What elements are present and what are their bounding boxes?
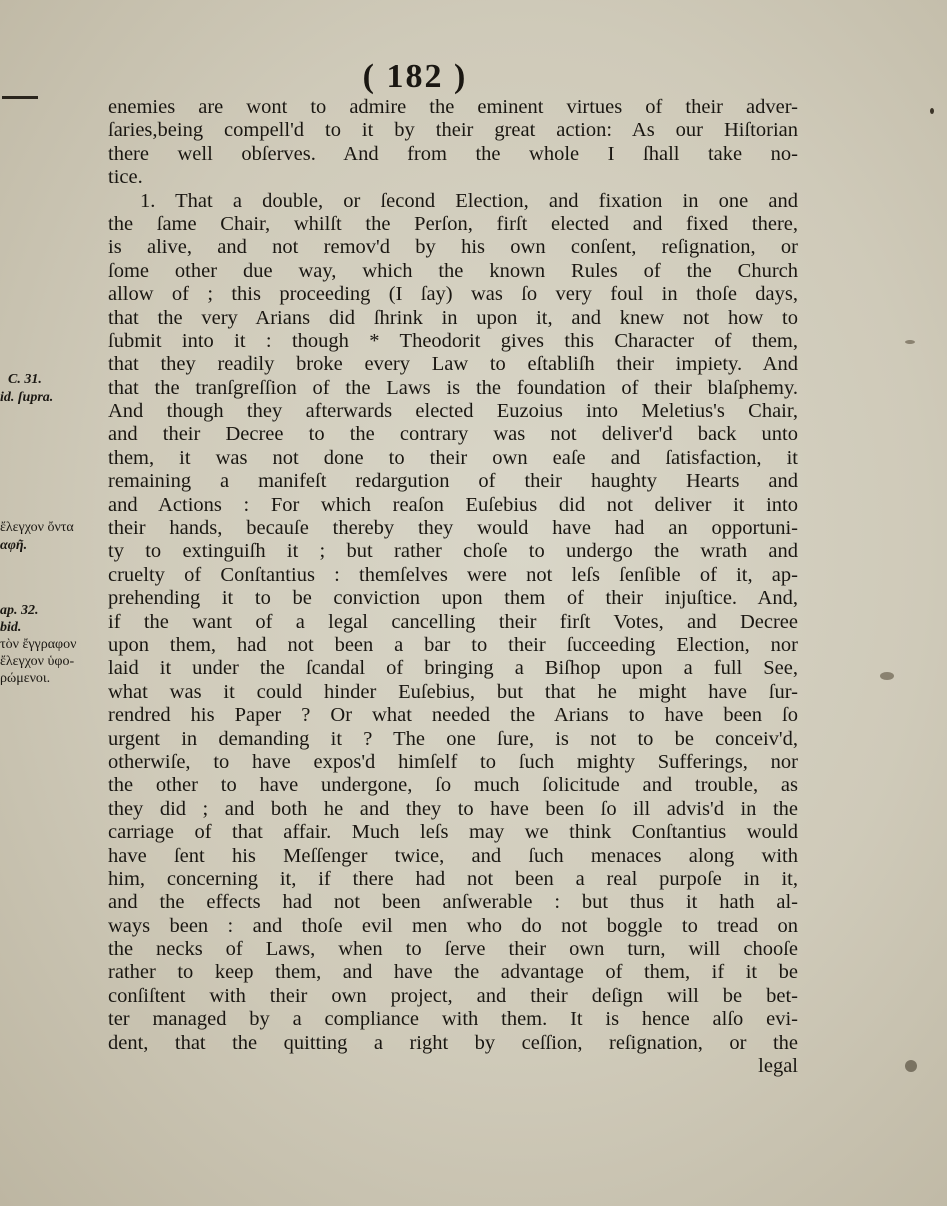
text-line: allow of ; this proceeding (I ſay) was ſo very foul in thoſe days, <box>108 283 798 306</box>
margin-dash <box>2 96 38 99</box>
margin-note: ἔλεγχον ὄντα <box>0 520 74 535</box>
text-line: the necks of Laws, when to ſerve their own turn, will chooſe <box>108 938 798 961</box>
text-line: their hands, becauſe thereby they would have had an opportuni- <box>108 517 798 540</box>
text-line: and their Decree to the contrary was not deliver'd back unto <box>108 423 798 446</box>
text-line: is alive, and not remov'd by his own conſent, reſignation, or <box>108 236 798 259</box>
text-line: prehending it to be conviction upon them of their injuſtice. And, <box>108 587 798 610</box>
text-line: rendred his Paper ? Or what needed the Arians to have been ſo <box>108 704 798 727</box>
text-line: have ſent his Meſſenger twice, and ſuch menaces along with <box>108 844 798 867</box>
ink-speck <box>880 672 894 680</box>
margin-note: bid. <box>0 620 22 635</box>
text-line: remaining a manifeſt redargution of their haughty Hearts and <box>108 470 798 493</box>
text-line: there well obſerves. And from the whole I ſhall take no- <box>108 142 798 165</box>
text-line: conſiſtent with their own project, and their deſign will be bet- <box>108 984 798 1007</box>
text-line: otherwiſe, to have expos'd himſelf to ſuch mighty Sufferings, nor <box>108 750 798 773</box>
text-line: cruelty of Conſtantius : themſelves were not leſs ſenſible of it, ap- <box>108 563 798 586</box>
text-line: laid it under the ſcandal of bringing a Biſhop upon a full See, <box>108 657 798 680</box>
text-line: them, it was not done to their own eaſe and ſatisfaction, it <box>108 446 798 469</box>
text-line: tice. <box>108 166 143 189</box>
margin-note: ρώμενοι. <box>0 671 51 686</box>
text-line: and the effects had not been anſwerable : but thus it hath al- <box>108 891 798 914</box>
text-line: ſome other due way, which the known Rules of the Church <box>108 259 798 282</box>
margin-note: C. 31. <box>8 372 42 387</box>
text-line: ſubmit into it : though * Theodorit gives this Character of them, <box>108 329 798 352</box>
margin-note: ἔλεγχον ὑφο- <box>0 654 75 669</box>
text-line: dent, that the quitting a right by ceſſion, reſignation, or the <box>108 1031 798 1054</box>
ink-speck <box>930 108 934 114</box>
text-line: if the want of a legal cancelling their firſt Votes, and Decree <box>108 610 798 633</box>
text-line: carriage of that affair. Much leſs may we think Conſtantius would <box>108 821 798 844</box>
catchword: legal <box>758 1055 798 1078</box>
text-line: the other to have undergone, ſo much ſolicitude and trouble, as <box>108 774 798 797</box>
ink-speck <box>905 1060 917 1072</box>
text-line: him, concerning it, if there had not been a real purpoſe in it, <box>108 867 798 890</box>
ink-speck <box>905 340 915 344</box>
text-line: that they readily broke every Law to eſtabliſh their impiety. And <box>108 353 798 376</box>
text-line: the ſame Chair, whilſt the Perſon, firſt elected and fixed there, <box>108 212 798 235</box>
text-line: rather to keep them, and have the advantage of them, if it be <box>108 961 798 984</box>
text-line: what was it could hinder Euſebius, but that he might have ſur- <box>108 680 798 703</box>
text-line: upon them, had not been a bar to their ſucceeding Election, nor <box>108 633 798 656</box>
text-line: that the tranſgreſſion of the Laws is the foundation of their blaſphemy. <box>108 376 798 399</box>
text-line: they did ; and both he and they to have been ſo ill advis'd in the <box>108 797 798 820</box>
margin-note: αφῆ. <box>0 538 28 553</box>
text-line: urgent in demanding it ? The one ſure, is not to be conceiv'd, <box>108 727 798 750</box>
margin-note: ap. 32. <box>0 603 39 618</box>
text-line: ſaries,being compell'd to it by their great action: As our Hiſtorian <box>108 119 798 142</box>
text-line: 1. That a double, or ſecond Election, and fixation in one and <box>140 189 798 212</box>
text-line: ty to extinguiſh it ; but rather choſe to undergo the wrath and <box>108 540 798 563</box>
text-line: And though they afterwards elected Euzoius into Meletius's Chair, <box>108 400 798 423</box>
body-text <box>108 96 798 1078</box>
text-line: and Actions : For which reaſon Euſebius did not deliver it into <box>108 493 798 516</box>
text-line: enemies are wont to admire the eminent virtues of their adver- <box>108 96 798 118</box>
text-line: ter managed by a compliance with them. It is hence alſo evi- <box>108 1008 798 1031</box>
page-number: ( 182 ) <box>362 58 468 95</box>
text-line: that the very Arians did ſhrink in upon it, and knew not how to <box>108 306 798 329</box>
margin-note: τὸν ἔγγραφον <box>0 637 77 652</box>
margin-note: id. ſupra. <box>0 390 54 405</box>
text-line: ways been : and thoſe evil men who do not boggle to tread on <box>108 914 798 937</box>
